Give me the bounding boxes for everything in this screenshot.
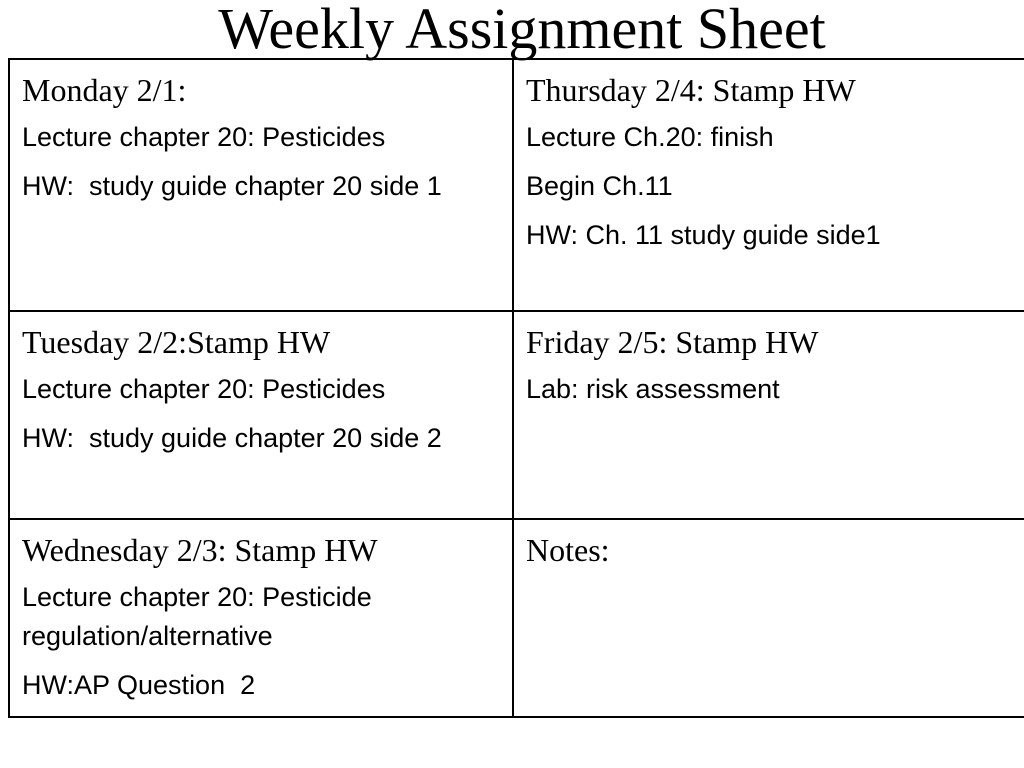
cell-monday — [9, 59, 513, 311]
cell-line: Lecture chapter 20: Pesticides — [22, 122, 386, 152]
page-title: Weekly Assignment Sheet — [218, 0, 826, 61]
cell-line: Lecture Ch.20: finish — [526, 122, 774, 152]
cell-line: Begin Ch.11 — [526, 171, 673, 201]
cell-heading: Notes: — [526, 532, 610, 568]
cell-notes — [513, 519, 1024, 717]
table-row — [9, 311, 1024, 519]
table-row — [9, 59, 1024, 311]
cell-tuesday — [9, 311, 513, 519]
cell-heading: Wednesday 2/3: Stamp HW — [22, 532, 378, 568]
cell-line: Lab: risk assessment — [526, 374, 780, 404]
cell-heading: Tuesday 2/2:Stamp HW — [22, 324, 331, 360]
cell-friday — [513, 311, 1024, 519]
cell-line: HW: study guide chapter 20 side 2 — [22, 423, 442, 453]
cell-line: HW:AP Question 2 — [22, 670, 256, 700]
cell-line: Lecture chapter 20: Pesticides — [22, 374, 386, 404]
cell-line: Lecture chapter 20: Pesticide regulation/alternative — [22, 582, 380, 651]
cell-heading: Monday 2/1: — [22, 72, 187, 108]
cell-line: HW: Ch. 11 study guide side1 — [526, 220, 881, 250]
assignment-table — [8, 58, 1024, 718]
cell-heading: Friday 2/5: Stamp HW — [526, 324, 819, 360]
table-row — [9, 519, 1024, 717]
cell-heading: Thursday 2/4: Stamp HW — [526, 72, 856, 108]
cell-wednesday — [9, 519, 513, 717]
cell-line: HW: study guide chapter 20 side 1 — [22, 171, 442, 201]
cell-thursday — [513, 59, 1024, 311]
